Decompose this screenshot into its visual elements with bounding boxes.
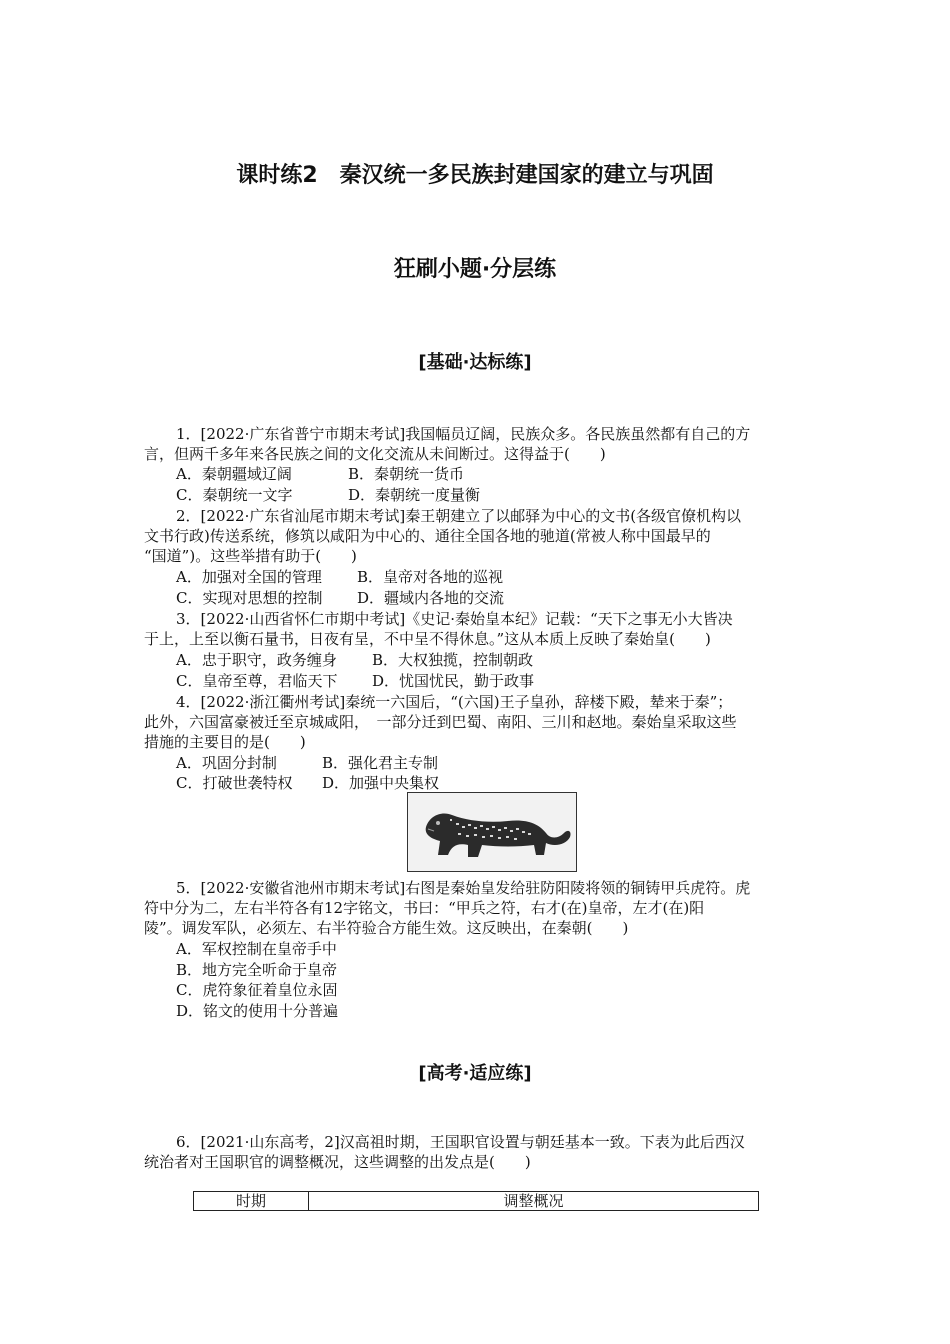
- q2-option-c: C．实现对思想的控制: [176, 589, 323, 607]
- q3-option-a: A．忠于职守，政务缠身: [176, 651, 337, 669]
- q4-stem-line1: 4．[2022·浙江衢州考试]秦统一六国后，“(六国)王子皇孙，辞楼下殿，辇来于秦”；: [176, 693, 733, 711]
- table-header-period: 时期: [194, 1192, 309, 1210]
- q3-stem-line1: 3．[2022·山西省怀仁市期中考试]《史记·秦始皇本纪》记载：“天下之事无小大皆决: [176, 610, 733, 628]
- q2-option-d: D．疆域内各地的交流: [357, 589, 505, 607]
- section-heading-exam: [高考·适应练]: [418, 1063, 532, 1084]
- table-header-adjustment: 调整概况: [503, 1192, 564, 1210]
- q3-option-c: C．皇帝至尊，君临天下: [176, 672, 338, 690]
- tiger-tally-icon: [408, 793, 576, 871]
- q1-stem-line2: 言，但两千多年来各民族之间的文化交流从未间断过。这得益于( ): [144, 445, 606, 463]
- q1-stem-line1: 1．[2022·广东省普宁市期末考试]我国幅员辽阔，民族众多。各民族虽然都有自己的方: [176, 425, 751, 443]
- q1-option-d: D．秦朝统一度量衡: [348, 486, 481, 504]
- q5-stem-line3: 陵”。调发军队，必须左、右半符验合方能生效。这反映出，在秦朝( ): [144, 919, 629, 937]
- adjustment-table: [193, 1191, 759, 1211]
- q5-stem-line1: 5．[2022·安徽省池州市期末考试]右图是秦始皇发给驻防阳陵将领的铜铸甲兵虎符。虎: [176, 879, 751, 897]
- q3-option-d: D．忧国忧民，勤于政事: [372, 672, 535, 690]
- q5-option-d: D．铭文的使用十分普遍: [176, 1002, 339, 1020]
- q1-option-b: B．秦朝统一货币: [348, 465, 465, 483]
- q2-stem-line3: “国道”)。这些举措有助于( ): [144, 547, 357, 565]
- q5-option-c: C．虎符象征着皇位永固: [176, 981, 338, 999]
- q4-stem-line3: 措施的主要目的是( ): [144, 733, 306, 751]
- page-subtitle: 狂刷小题·分层练: [393, 257, 557, 282]
- q4-option-a: A．巩固分封制: [176, 754, 277, 772]
- q5-option-b: B．地方完全听命于皇帝: [176, 961, 338, 979]
- q1-option-c: C．秦朝统一文字: [176, 486, 293, 504]
- q5-stem-line2: 符中分为二，左右半符各有12字铭文，书曰：“甲兵之符，右才(在)皇帝，左才(在)阳: [144, 899, 705, 917]
- q4-option-d: D．加强中央集权: [322, 774, 440, 792]
- q3-option-b: B．大权独揽，控制朝政: [372, 651, 534, 669]
- q4-option-c: C．打破世袭特权: [176, 774, 293, 792]
- q4-option-b: B．强化君主专制: [322, 754, 439, 772]
- q2-option-a: A．加强对全国的管理: [176, 568, 322, 586]
- q4-stem-line2: 此外，六国富豪被迁至京城咸阳， 一部分迁到巴蜀、南阳、三川和赵地。秦始皇采取这些: [144, 713, 737, 731]
- q2-option-b: B．皇帝对各地的巡视: [357, 568, 504, 586]
- q2-stem-line2: 文书行政)传送系统，修筑以咸阳为中心的、通往全国各地的驰道(常被人称中国最早的: [144, 527, 711, 545]
- q5-option-a: A．军权控制在皇帝手中: [176, 940, 337, 958]
- section-heading-basic: [基础·达标练]: [418, 352, 532, 373]
- tiger-tally-image: [407, 792, 577, 872]
- q6-stem-line2: 统治者对王国职官的调整概况，这些调整的出发点是( ): [144, 1153, 531, 1171]
- q2-stem-line1: 2．[2022·广东省汕尾市期末考试]秦王朝建立了以邮驿为中心的文书(各级官僚机构以: [176, 507, 742, 525]
- q3-stem-line2: 于上，上至以衡石量书，日夜有呈，不中呈不得休息。”这从本质上反映了秦始皇( ): [144, 630, 711, 648]
- q6-stem-line1: 6．[2021·山东高考，2]汉高祖时期，王国职官设置与朝廷基本一致。下表为此后西汉: [176, 1133, 745, 1151]
- page-title: 课时练2 秦汉统一多民族封建国家的建立与巩固: [236, 163, 714, 188]
- q1-option-a: A．秦朝疆域辽阔: [176, 465, 292, 483]
